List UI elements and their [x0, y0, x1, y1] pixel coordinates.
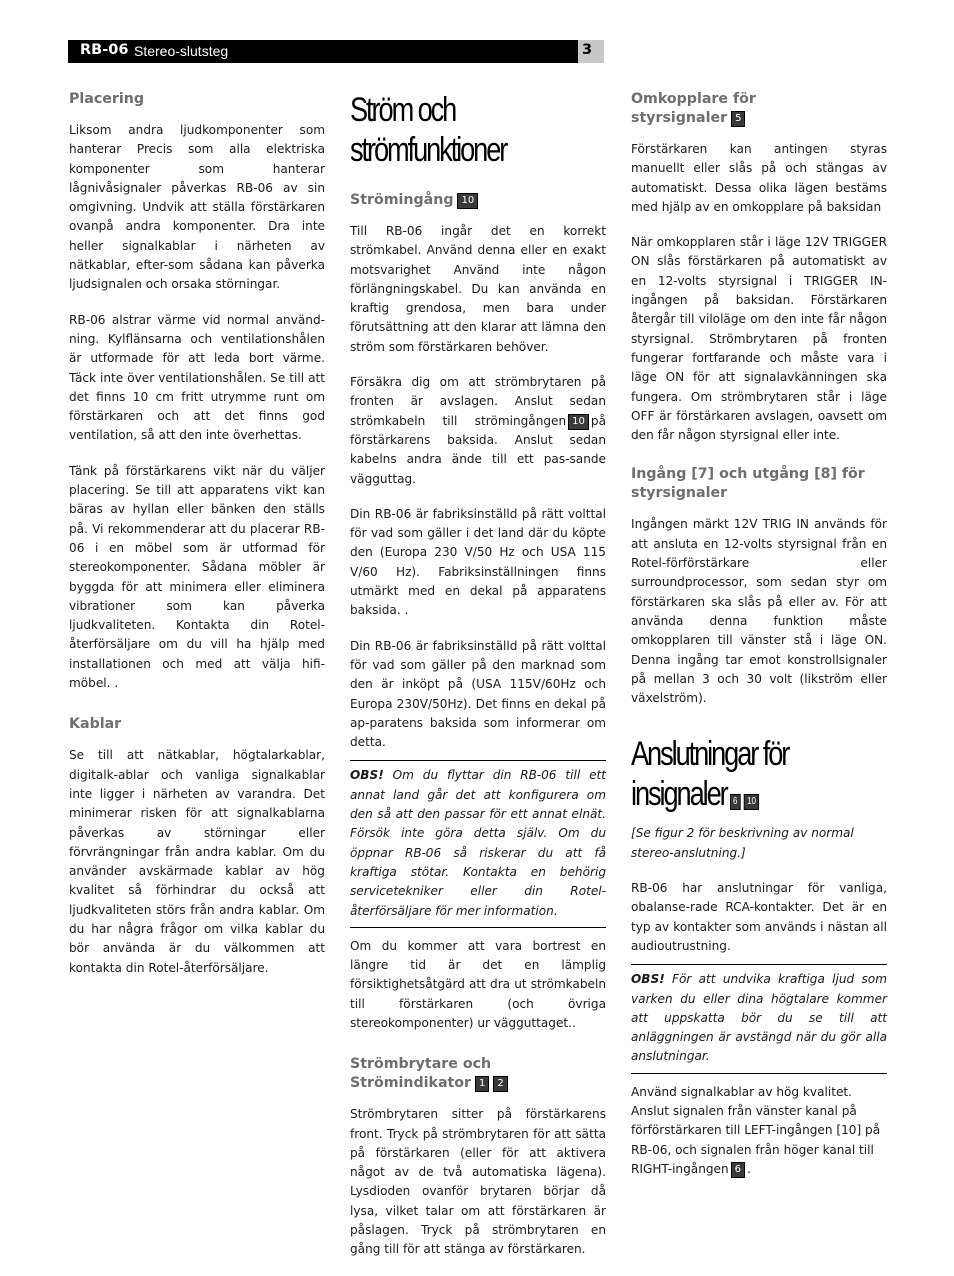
header-brand: RB-06: [80, 42, 129, 58]
paragraph: Din RB-06 är fabriksinställd på rätt volttal för vad som gäller i det land där du köpte den (Europa 230 V/50 Hz och USA 115 V/60 Hz). Fabriksinställningen finns utmärkt med en dekal på apparatens baksida. .: [350, 506, 606, 618]
ref-tag: 10: [568, 414, 589, 430]
column-3: [631, 90, 887, 1195]
ref-tag: 5: [731, 111, 745, 127]
heading-ingang: Ingång [7] och utgång [8] för styrsignaler: [631, 466, 865, 502]
section-title-anslutningar: Anslutningar för insignaler 6 10: [631, 735, 789, 814]
paragraph: Tänk på förstärkarens vikt när du väljer placering. Se till att apparatens vikt kan bäras av hyllan eller bänken den ställs på. Vi rekommenderar att du placerar RB-06 i en möbel som är utformad för stereokomponenter. Sådana möbler är byggda för att minimera eller eliminera vibrationer som kan påverka ljudkvaliteten. Kontakta din Rotel-återförsäljare om du vill ha hjälp med installationen och med att välja hifi-möbel. .: [69, 463, 325, 691]
paragraph: Strömbrytaren sitter på förstärkarens front. Tryck på strömbrytaren för att sätta på förstärkaren (eller för att aktivera något av de två automatiska lägena). Lysdioden ovanför brytaren börjar då lysa, vilket talar om att förstärkaren är påslagen. Tryck på strömbrytaren en gång till för att stänga av förstärkaren.: [350, 1107, 606, 1257]
ref-tag: 10: [744, 794, 759, 810]
paragraph: RB-06 alstrar värme vid normal använd-ning. Kylflänsarna och ventilationshålen är utformade för att leda bort värme. Täck inte över ventilationshålen. Se till att det finns 10 cm fritt utrymme runt om förstärkaren och att det finns god ventilation, så att den inte överhettas.: [69, 312, 325, 443]
paragraph: Förstärkaren kan antingen styras manuellt eller slås på och stängas av automatiskt. Dessa olika lägen bestäms med hjälp av en omkopplare på baksidan: [631, 142, 887, 214]
heading-stromingang: Strömingång 10: [350, 191, 606, 210]
page-number: 3: [582, 42, 593, 58]
ref-tag: 6: [731, 1162, 745, 1178]
column-2: [350, 90, 606, 1276]
ref-tag: 6: [730, 794, 741, 810]
paragraph: Till RB-06 ingår det en korrekt strömkabel. Använd denna eller en exakt motsvarighet Använd inte någon förlängningskabel. Du kan använda en kraftig grendosa, men bara under förutsättning att den klarar att lämna den ström som förstärkaren behöver.: [350, 224, 606, 354]
paragraph: Liksom andra ljudkomponenter som hanterar Precis som alla elektriska komponenter som hanterar lågnivåsignaler påverkas RB-06 av sin omgivning. Undvik att ställa förstärkaren ovanpå andra komponenter. Dra inte heller signalkablar i närheten av nätkablar, efter-som sådana kan påverka ljudsignalen och orsaka störningar.: [69, 123, 325, 292]
figure-reference: [Se figur 2 för beskrivning av normal stereo-anslutning.]: [631, 826, 854, 860]
column-1: [69, 90, 325, 994]
note-box: OBS! För att undvika kraftiga ljud som varken du eller dina högtalare kommer att uppskatta bör du se till att anläggningen är avstängd när du gör alla anslutningar.: [631, 964, 887, 1073]
note-label: OBS!: [350, 768, 384, 783]
heading-omkopplare: Omkopplare för styrsignaler 5: [631, 91, 756, 126]
page-number-box: [578, 40, 604, 63]
ref-tag: 10: [457, 193, 478, 209]
paragraph: Använd signalkablar av hög kvalitet. Anslut signalen från vänster kanal på förförstärkaren till LEFT-ingången [10] på RB-06, och signalen från höger kanal till RIGHT-ingången 6 .: [631, 1084, 881, 1176]
paragraph: När omkopplaren står i läge 12V TRIGGER ON slås förstärkaren på automatiskt av en 12-volts styrsignal i TRIGGER IN-ingången på baksidan. Förstärkaren återgår till viloläge om den inte får någon styrsignal. Strömbrytaren på fronten fungerar fortfarande och måste vara i läge ON för att signalavkänningen ska fungera. Om strömbrytaren står i läge OFF är förstärkaren avslagen, oavsett om den får någon styrsignal eller inte.: [631, 235, 887, 443]
paragraph: Försäkra dig om att strömbrytaren på fronten är avslagen. Anslut sedan strömkabeln till strömingången 10 på förstärkarens baksida. Anslut sedan kabelns andra ände till ett pas-sande vägguttag.: [350, 375, 606, 486]
heading-strombrytare: Strömbrytare och Strömindikator 1 2: [350, 1055, 606, 1093]
note-box: OBS! Om du flyttar din RB-06 till ett annat land går det att konfigurera om den så att den passar för ett annat elnät. Försök inte göra detta själv. Om du öppnar RB-06 så riskerar du att få kraftiga stötar. Kontakta en behörig servicetekniker eller din Rotel-återförsäljare för mer information.: [350, 760, 606, 927]
paragraph: Se till att nätkablar, högtalarkablar, digitalk-ablar och vanliga signalkablar inte ligger i närheten av varandra. Det minimerar risken för att signalkablarna påverkas av störningar eller förvrängningar från andra kablar. Om du använder avskärmade kablar av hög kvalitet så förhindrar du också att ljudkvaliteten störs från andra kablar. Om du har några frågor om vilka kablar du bör använda är du välkommen att kontakta din Rotel-återförsäljare.: [69, 748, 325, 975]
heading-kablar: Kablar: [69, 716, 122, 733]
ref-tag: 1: [475, 1076, 489, 1092]
section-title-strom: Ström och strömfunktioner: [350, 91, 507, 169]
ref-tag: 2: [493, 1076, 507, 1092]
header-subtitle: Stereo-slutsteg: [134, 43, 229, 59]
heading-placering: Placering: [69, 91, 144, 107]
paragraph: Om du kommer att vara bortrest en längre tid är det en lämplig försiktighetsåtgärd att dra ut strömkabeln till förstärkaren (och övriga stereokomponenter) ur vägguttaget..: [350, 938, 606, 1030]
paragraph: Ingången märkt 12V TRIG IN används för att ansluta en 12-volts styrsignal från en Rotel-förförstärkare eller surroundprocessor, som sedan styr om förstärkaren ska slås på eller av. För att använda denna funktion måste omkopplaren till vänster stå i läge ON. Denna ingång tar emot konstrollsignaler på mellan 3 och 30 volt (likström eller växelström).: [631, 517, 887, 706]
paragraph: RB-06 har anslutningar för vanliga, obalanse-rade RCA-kontakter. Det är en typ av kontakter som används i nästan all audioutrustning.: [631, 881, 887, 953]
page-header: [68, 40, 604, 63]
paragraph: Din RB-06 är fabriksinställd på rätt volttal för vad som gäller på den marknad som den är inköpt på (USA 115V/60Hz och Europa 230V/50Hz). Det finns en dekal på ap-paratens baksida som informerar om detta.: [350, 638, 606, 750]
note-label: OBS!: [631, 972, 665, 987]
